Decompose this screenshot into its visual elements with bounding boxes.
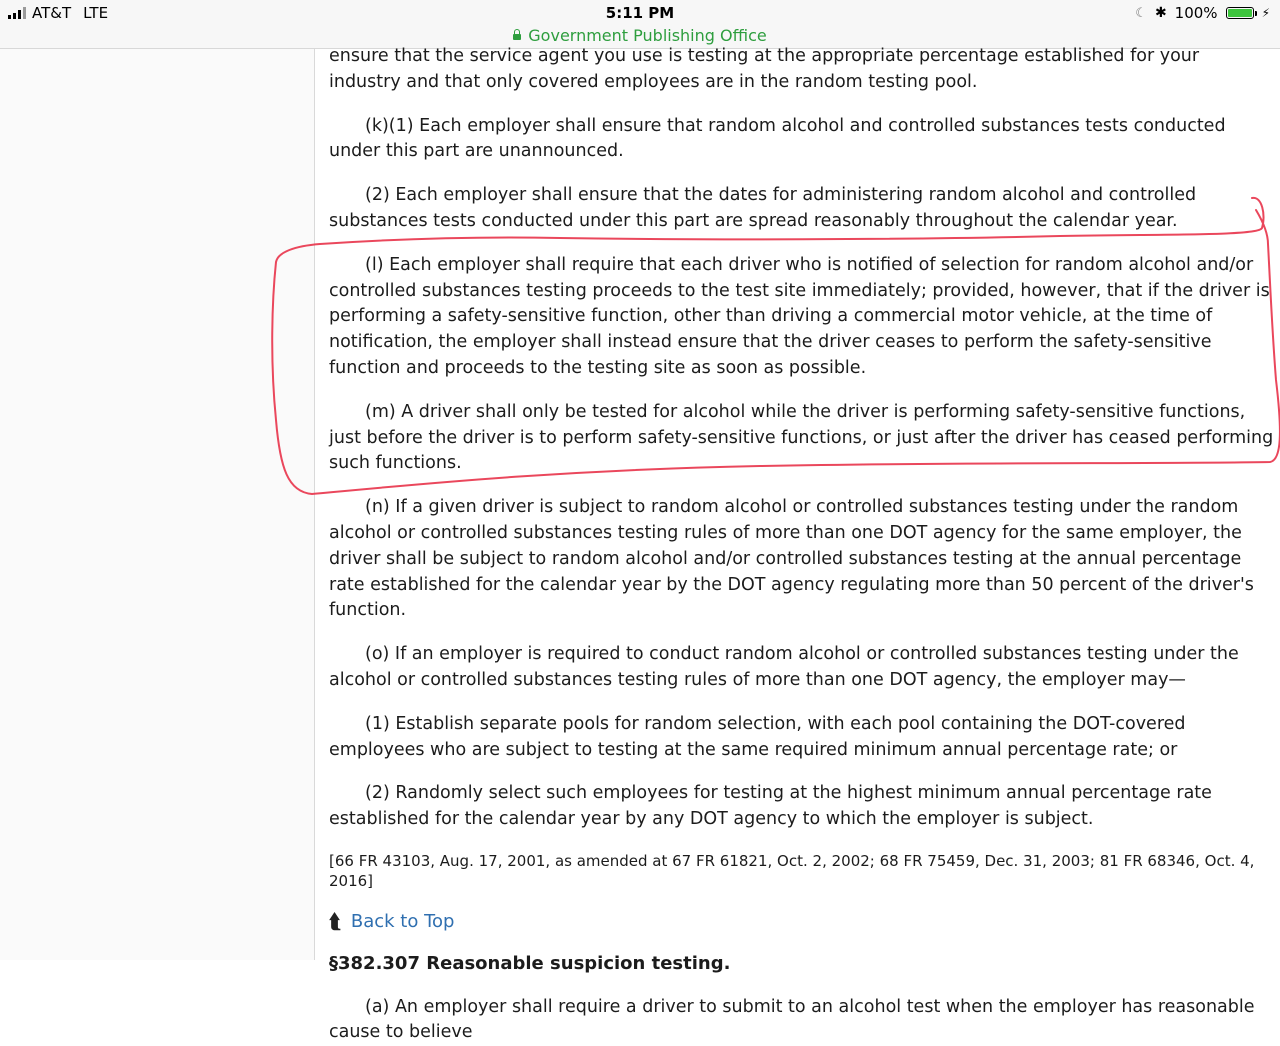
paragraph-o: (o) If an employer is required to conduct random alcohol or controlled substances testing under the alcohol or controlled substances testing rules of more than one DOT agency, the employer may— xyxy=(329,644,1239,690)
moon-icon: ☾ xyxy=(1135,5,1147,21)
status-right xyxy=(1135,4,1270,22)
back-to-top-label: Back to Top xyxy=(350,910,455,932)
citation: [66 FR 43103, Aug. 17, 2001, as amended at 67 FR 61821, Oct. 2, 2002; 68 FR 75459, Dec. 31, 2003; 81 FR 68346, Oct. 4, 2016] xyxy=(329,851,1255,890)
lock-icon xyxy=(513,34,521,40)
regulation-content xyxy=(329,44,1274,1046)
paragraph-k1: (k)(1) Each employer shall ensure that random alcohol and controlled substances tests conducted under this part are unannounced. xyxy=(329,115,1226,162)
battery-percent: 100% xyxy=(1174,4,1218,22)
paragraph-o2: (2) Randomly select such employees for testing at the highest minimum annual percentage rate established for the calendar year by any DOT agency to which the employer is subject. xyxy=(329,783,1212,830)
bluetooth-icon: ✱ xyxy=(1154,5,1167,21)
paragraph-k2: (2) Each employer shall ensure that the dates for administering random alcohol and controlled substances tests conducted under this part are spread reasonably throughout the calendar year. xyxy=(329,185,1197,231)
left-sidebar xyxy=(0,49,315,960)
paragraph-m: (m) A driver shall only be tested for alcohol while the driver is performing safety-sensitive functions, just before the driver is to perform safety-sensitive functions, or just after the driver has ceased performing such functions. xyxy=(329,401,1274,474)
back-to-top-link[interactable] xyxy=(329,909,1274,935)
section-heading: §382.307 Reasonable suspicion testing. xyxy=(329,952,731,974)
paragraph-l: (l) Each employer shall require that each driver who is notified of selection for random alcohol and/or controlled substances testing proceeds to the test site immediately; provided, however, that if the driver is performing a safety-sensitive function, other than driving a commercial motor vehicle, at the time of notification, the employer shall instead ensure that the driver ceases to perform the safety-sensitive function and proceeds to the testing site as soon as possible. xyxy=(329,254,1270,378)
site-title: Government Publishing Office xyxy=(528,26,767,45)
battery-icon xyxy=(1226,7,1254,19)
carrier-label: AT&T xyxy=(32,4,72,22)
paragraph-j-tail: ensure that the service agent you use is testing at the appropriate percentage established for your industry and that only covered employees are in the random testing pool. xyxy=(329,46,1200,92)
paragraph-o1: (1) Establish separate pools for random selection, with each pool containing the DOT-covered employees who are subject to testing at the same required minimum annual percentage rate; or xyxy=(329,713,1186,760)
network-label: LTE xyxy=(83,4,109,22)
paragraph-307a: (a) An employer shall require a driver to submit to an alcohol test when the employer has reasonable cause to believe xyxy=(329,996,1255,1043)
up-arrow-icon: ⮬ xyxy=(329,908,341,933)
clock: 5:11 PM xyxy=(605,4,675,22)
status-bar xyxy=(0,0,1280,26)
charging-icon: ⚡ xyxy=(1261,6,1270,20)
paragraph-n: (n) If a given driver is subject to random alcohol or controlled substances testing under the random alcohol or controlled substances testing rules of more than one DOT agency for the same employer, the driver shall be subject to random alcohol and/or controlled substances testing at the annual percentage rate established for the calendar year by the DOT agency regulating more than 50 percent of the driver's function. xyxy=(329,497,1254,621)
